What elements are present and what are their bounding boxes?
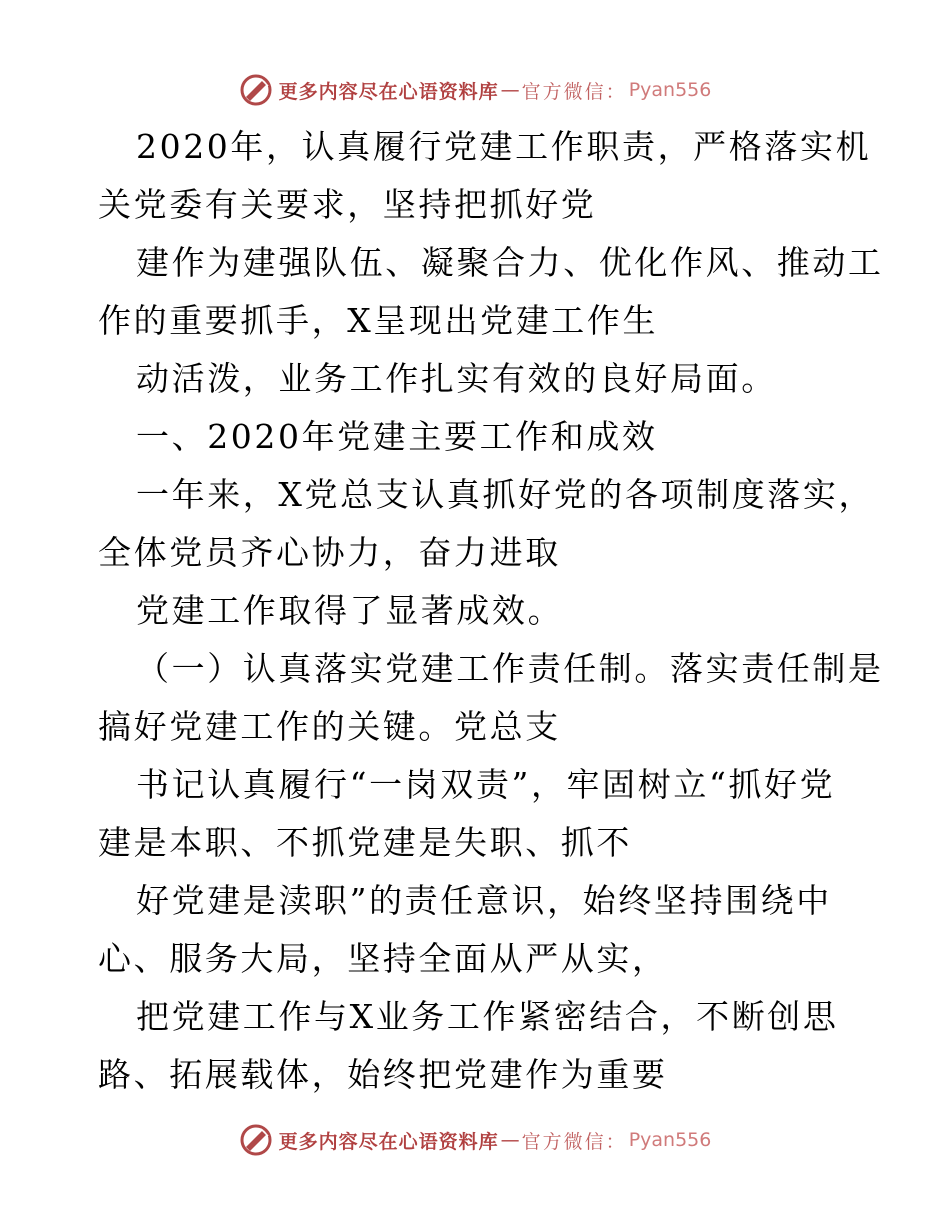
paragraph-line: 全体党员齐心协力，奋力进取 [98,533,561,572]
paragraph-line: 关党委有关要求，坚持把抓好党 [98,185,597,224]
logo-icon [239,1123,273,1157]
logo-icon [239,73,273,107]
paragraph-line: 党建工作取得了显著成效。 [136,591,564,630]
watermark-dash: — [500,79,520,101]
paragraph-line: 建作为建强队伍、凝聚合力、优化作风、推动工 [136,243,884,282]
watermark-wechat-id: Pyan556 [628,79,712,101]
watermark-main-text: 更多内容尽在心语资料库 [278,1130,499,1153]
watermark-main-text: 更多内容尽在心语资料库 [278,80,499,103]
paragraph-line: 一年来，X党总支认真抓好党的各项制度落实， [136,475,875,514]
paragraph-line: 书记认真履行“一岗双责”，牢固树立“抓好党 [136,765,836,804]
watermark-wechat-label: 官方微信： [521,80,627,103]
paragraph-line: 路、拓展载体，始终把党建作为重要 [98,1055,668,1094]
paragraph-line: 2020年，认真履行党建工作职责，严格落实机 [136,127,872,166]
watermark-wechat-id: Pyan556 [628,1129,712,1151]
watermark-footer [0,1120,950,1160]
paragraph-line: 把党建工作与X业务工作紧密结合，不断创思 [136,997,839,1036]
watermark-dash: — [500,1129,520,1151]
watermark-header [0,70,950,110]
watermark-wechat-label: 官方微信： [521,1130,627,1153]
paragraph-line: 好党建是渎职”的责任意识，始终坚持围绕中 [136,881,832,920]
paragraph-line: 搞好党建工作的关键。党总支 [98,707,561,746]
paragraph-line: 作的重要抓手，X呈现出党建工作生 [98,301,659,340]
paragraph-line: 动活泼，业务工作扎实有效的良好局面。 [136,359,777,398]
paragraph-line: 心、服务大局，坚持全面从严从实， [98,939,668,978]
paragraph-line: 建是本职、不抓党建是失职、抓不 [98,823,632,862]
section-heading: 一、2020年党建主要工作和成效 [136,417,658,456]
document-body [98,118,884,1104]
subsection-heading-line: （一）认真落实党建工作责任制。落实责任制是 [136,649,884,688]
